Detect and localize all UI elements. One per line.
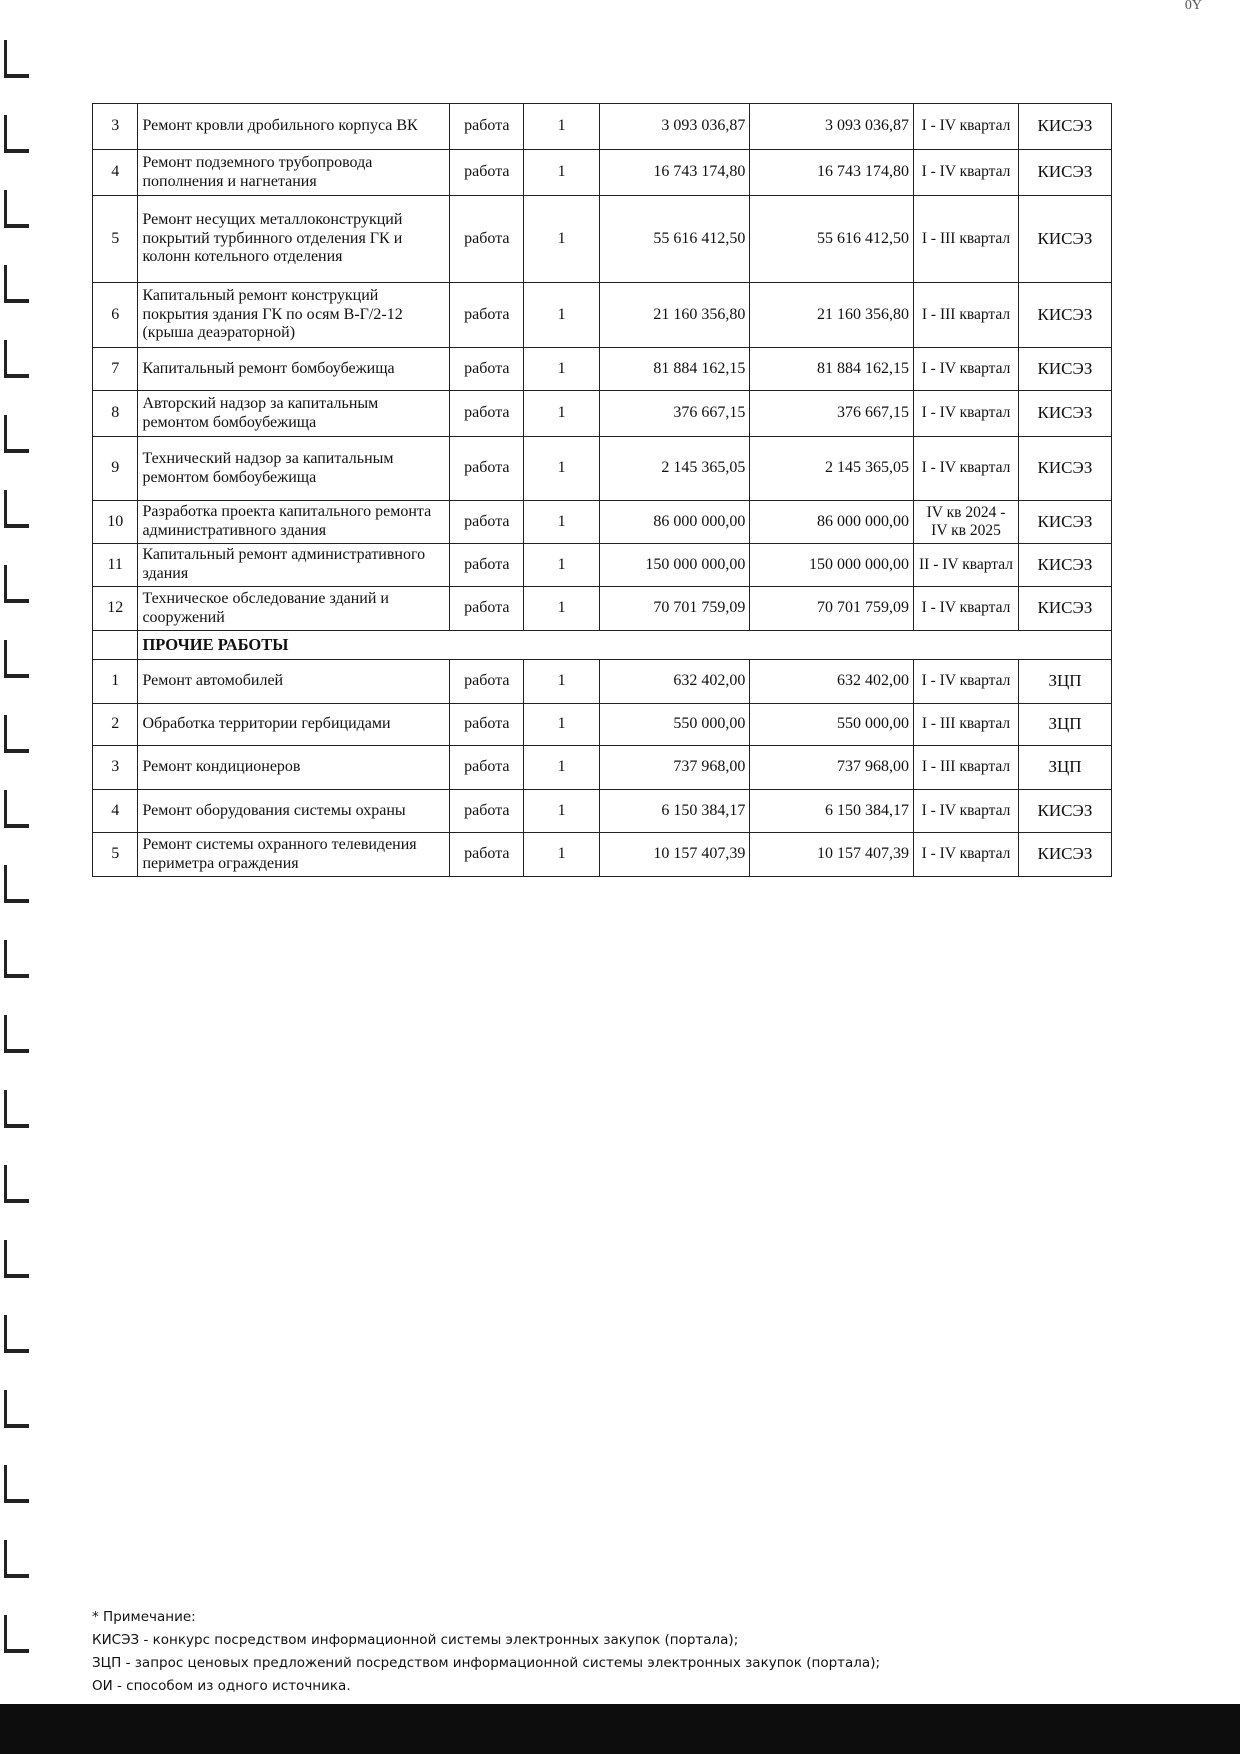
page-number: 0Y bbox=[1184, 0, 1202, 13]
work-name-cell: Ремонт кондиционеров bbox=[138, 746, 450, 790]
period-cell: I - III квартал bbox=[914, 704, 1019, 746]
unit-of-measure-cell: работа bbox=[450, 501, 524, 544]
total-amount-cell: 3 093 036,87 bbox=[750, 104, 914, 150]
procurement-method-cell: КИСЭЗ bbox=[1019, 391, 1112, 437]
binding-mark bbox=[4, 415, 29, 453]
row-number-cell: 3 bbox=[93, 104, 138, 150]
unit-of-measure-cell: работа bbox=[450, 704, 524, 746]
total-amount-cell: 55 616 412,50 bbox=[750, 196, 914, 283]
procurement-method-cell: КИСЭЗ bbox=[1019, 348, 1112, 391]
work-name-cell: Ремонт оборудования системы охраны bbox=[138, 790, 450, 833]
procurement-method-cell: КИСЭЗ bbox=[1019, 501, 1112, 544]
quantity-cell: 1 bbox=[524, 746, 600, 790]
unit-price-cell: 10 157 407,39 bbox=[599, 833, 749, 877]
table-row bbox=[93, 790, 1112, 833]
work-name-cell: Ремонт кровли дробильного корпуса ВК bbox=[138, 104, 450, 150]
unit-of-measure-cell: работа bbox=[450, 746, 524, 790]
binding-mark bbox=[4, 115, 29, 153]
section-header-row bbox=[93, 631, 1112, 660]
table-row bbox=[93, 391, 1112, 437]
unit-price-cell: 550 000,00 bbox=[599, 704, 749, 746]
table-row bbox=[93, 587, 1112, 631]
row-number-cell: 6 bbox=[93, 283, 138, 348]
binding-mark bbox=[4, 1165, 29, 1203]
quantity-cell: 1 bbox=[524, 544, 600, 587]
procurement-method-cell: КИСЭЗ bbox=[1019, 587, 1112, 631]
table-row bbox=[93, 348, 1112, 391]
procurement-method-cell: КИСЭЗ bbox=[1019, 544, 1112, 587]
table-row bbox=[93, 150, 1112, 196]
unit-price-cell: 6 150 384,17 bbox=[599, 790, 749, 833]
table-row bbox=[93, 104, 1112, 150]
section-title: ПРОЧИЕ РАБОТЫ bbox=[138, 631, 1112, 660]
total-amount-cell: 2 145 365,05 bbox=[750, 437, 914, 501]
binding-mark bbox=[4, 1615, 29, 1653]
procurement-method-cell: ЗЦП bbox=[1019, 704, 1112, 746]
period-cell: I - IV квартал bbox=[914, 833, 1019, 877]
quantity-cell: 1 bbox=[524, 790, 600, 833]
table-row bbox=[93, 544, 1112, 587]
notes-heading: * Примечание: bbox=[92, 1609, 196, 1625]
table-row bbox=[93, 660, 1112, 704]
binding-mark bbox=[4, 1015, 29, 1053]
unit-of-measure-cell: работа bbox=[450, 544, 524, 587]
row-number-cell: 3 bbox=[93, 746, 138, 790]
period-cell: I - IV квартал bbox=[914, 437, 1019, 501]
binding-mark bbox=[4, 715, 29, 753]
period-cell: I - IV квартал bbox=[914, 391, 1019, 437]
unit-price-cell: 3 093 036,87 bbox=[599, 104, 749, 150]
table-row bbox=[93, 283, 1112, 348]
unit-of-measure-cell: работа bbox=[450, 196, 524, 283]
binding-mark bbox=[4, 265, 29, 303]
period-cell: IV кв 2024 - IV кв 2025 bbox=[914, 501, 1019, 544]
total-amount-cell: 632 402,00 bbox=[750, 660, 914, 704]
quantity-cell: 1 bbox=[524, 196, 600, 283]
binding-mark bbox=[4, 865, 29, 903]
procurement-method-cell: КИСЭЗ bbox=[1019, 283, 1112, 348]
binding-mark bbox=[4, 490, 29, 528]
total-amount-cell: 10 157 407,39 bbox=[750, 833, 914, 877]
unit-price-cell: 55 616 412,50 bbox=[599, 196, 749, 283]
total-amount-cell: 16 743 174,80 bbox=[750, 150, 914, 196]
unit-price-cell: 150 000 000,00 bbox=[599, 544, 749, 587]
row-number-cell: 10 bbox=[93, 501, 138, 544]
period-cell: I - III квартал bbox=[914, 196, 1019, 283]
row-number-cell: 4 bbox=[93, 790, 138, 833]
work-name-cell: Ремонт подземного трубопровода пополнения и нагнетания bbox=[138, 150, 450, 196]
quantity-cell: 1 bbox=[524, 104, 600, 150]
section-num-cell bbox=[93, 631, 138, 660]
quantity-cell: 1 bbox=[524, 150, 600, 196]
total-amount-cell: 81 884 162,15 bbox=[750, 348, 914, 391]
table-row bbox=[93, 746, 1112, 790]
row-number-cell: 5 bbox=[93, 833, 138, 877]
binding-mark bbox=[4, 940, 29, 978]
binding-mark bbox=[4, 1465, 29, 1503]
binding-mark bbox=[4, 40, 29, 78]
note-line: КИСЭЗ - конкурс посредством информационной системы электронных закупок (портала); bbox=[92, 1632, 739, 1648]
unit-price-cell: 81 884 162,15 bbox=[599, 348, 749, 391]
unit-price-cell: 737 968,00 bbox=[599, 746, 749, 790]
total-amount-cell: 737 968,00 bbox=[750, 746, 914, 790]
unit-of-measure-cell: работа bbox=[450, 587, 524, 631]
period-cell: I - III квартал bbox=[914, 746, 1019, 790]
footnotes bbox=[92, 1606, 1132, 1698]
procurement-method-cell: КИСЭЗ bbox=[1019, 196, 1112, 283]
work-name-cell: Капитальный ремонт конструкций покрытия здания ГК по осям В-Г/2-12 (крыша деаэраторной) bbox=[138, 283, 450, 348]
quantity-cell: 1 bbox=[524, 437, 600, 501]
period-cell: I - III квартал bbox=[914, 283, 1019, 348]
work-name-cell: Обработка территории гербицидами bbox=[138, 704, 450, 746]
quantity-cell: 1 bbox=[524, 391, 600, 437]
period-cell: I - IV квартал bbox=[914, 104, 1019, 150]
unit-of-measure-cell: работа bbox=[450, 150, 524, 196]
work-name-cell: Ремонт системы охранного телевидения периметра ограждения bbox=[138, 833, 450, 877]
table-row bbox=[93, 833, 1112, 877]
total-amount-cell: 70 701 759,09 bbox=[750, 587, 914, 631]
procurement-method-cell: КИСЭЗ bbox=[1019, 833, 1112, 877]
work-name-cell: Технический надзор за капитальным ремонтом бомбоубежища bbox=[138, 437, 450, 501]
unit-of-measure-cell: работа bbox=[450, 660, 524, 704]
binding-edge bbox=[0, 0, 34, 1700]
procurement-method-cell: КИСЭЗ bbox=[1019, 437, 1112, 501]
unit-of-measure-cell: работа bbox=[450, 104, 524, 150]
row-number-cell: 11 bbox=[93, 544, 138, 587]
binding-mark bbox=[4, 565, 29, 603]
binding-mark bbox=[4, 1315, 29, 1353]
unit-of-measure-cell: работа bbox=[450, 391, 524, 437]
scan-bottom-edge bbox=[0, 1704, 1240, 1754]
binding-mark bbox=[4, 340, 29, 378]
total-amount-cell: 376 667,15 bbox=[750, 391, 914, 437]
work-name-cell: Авторский надзор за капитальным ремонтом бомбоубежища bbox=[138, 391, 450, 437]
binding-mark bbox=[4, 790, 29, 828]
quantity-cell: 1 bbox=[524, 660, 600, 704]
table-row bbox=[93, 196, 1112, 283]
period-cell: I - IV квартал bbox=[914, 150, 1019, 196]
unit-of-measure-cell: работа bbox=[450, 790, 524, 833]
work-name-cell: Ремонт автомобилей bbox=[138, 660, 450, 704]
period-cell: I - IV квартал bbox=[914, 587, 1019, 631]
procurement-method-cell: КИСЭЗ bbox=[1019, 150, 1112, 196]
work-name-cell: Капитальный ремонт административного здания bbox=[138, 544, 450, 587]
row-number-cell: 9 bbox=[93, 437, 138, 501]
total-amount-cell: 21 160 356,80 bbox=[750, 283, 914, 348]
unit-price-cell: 16 743 174,80 bbox=[599, 150, 749, 196]
table-row bbox=[93, 501, 1112, 544]
row-number-cell: 12 bbox=[93, 587, 138, 631]
quantity-cell: 1 bbox=[524, 704, 600, 746]
unit-price-cell: 86 000 000,00 bbox=[599, 501, 749, 544]
work-name-cell: Ремонт несущих металлоконструкций покрытий турбинного отделения ГК и колонн котельного отделения bbox=[138, 196, 450, 283]
binding-mark bbox=[4, 1090, 29, 1128]
total-amount-cell: 86 000 000,00 bbox=[750, 501, 914, 544]
row-number-cell: 8 bbox=[93, 391, 138, 437]
unit-price-cell: 21 160 356,80 bbox=[599, 283, 749, 348]
row-number-cell: 2 bbox=[93, 704, 138, 746]
unit-price-cell: 376 667,15 bbox=[599, 391, 749, 437]
main-rows bbox=[93, 104, 1112, 631]
quantity-cell: 1 bbox=[524, 833, 600, 877]
period-cell: I - IV квартал bbox=[914, 660, 1019, 704]
procurement-method-cell: ЗЦП bbox=[1019, 746, 1112, 790]
binding-mark bbox=[4, 190, 29, 228]
procurement-method-cell: КИСЭЗ bbox=[1019, 104, 1112, 150]
table-row bbox=[93, 704, 1112, 746]
row-number-cell: 5 bbox=[93, 196, 138, 283]
work-name-cell: Техническое обследование зданий и сооружений bbox=[138, 587, 450, 631]
quantity-cell: 1 bbox=[524, 283, 600, 348]
total-amount-cell: 6 150 384,17 bbox=[750, 790, 914, 833]
unit-of-measure-cell: работа bbox=[450, 348, 524, 391]
period-cell: I - IV квартал bbox=[914, 790, 1019, 833]
quantity-cell: 1 bbox=[524, 587, 600, 631]
unit-of-measure-cell: работа bbox=[450, 437, 524, 501]
row-number-cell: 1 bbox=[93, 660, 138, 704]
unit-price-cell: 70 701 759,09 bbox=[599, 587, 749, 631]
procurement-method-cell: КИСЭЗ bbox=[1019, 790, 1112, 833]
unit-price-cell: 632 402,00 bbox=[599, 660, 749, 704]
note-line: ОИ - способом из одного источника. bbox=[92, 1678, 351, 1694]
work-name-cell: Капитальный ремонт бомбоубежища bbox=[138, 348, 450, 391]
binding-mark bbox=[4, 640, 29, 678]
binding-mark bbox=[4, 1540, 29, 1578]
other-rows bbox=[93, 660, 1112, 877]
procurement-method-cell: ЗЦП bbox=[1019, 660, 1112, 704]
binding-mark bbox=[4, 1390, 29, 1428]
total-amount-cell: 550 000,00 bbox=[750, 704, 914, 746]
unit-of-measure-cell: работа bbox=[450, 283, 524, 348]
period-cell: II - IV квартал bbox=[914, 544, 1019, 587]
procurement-table bbox=[92, 103, 1112, 877]
total-amount-cell: 150 000 000,00 bbox=[750, 544, 914, 587]
unit-of-measure-cell: работа bbox=[450, 833, 524, 877]
period-cell: I - IV квартал bbox=[914, 348, 1019, 391]
quantity-cell: 1 bbox=[524, 501, 600, 544]
work-name-cell: Разработка проекта капитального ремонта административного здания bbox=[138, 501, 450, 544]
row-number-cell: 7 bbox=[93, 348, 138, 391]
table-row bbox=[93, 437, 1112, 501]
section-other-works bbox=[93, 631, 1112, 660]
quantity-cell: 1 bbox=[524, 348, 600, 391]
binding-mark bbox=[4, 1240, 29, 1278]
unit-price-cell: 2 145 365,05 bbox=[599, 437, 749, 501]
row-number-cell: 4 bbox=[93, 150, 138, 196]
note-line: ЗЦП - запрос ценовых предложений посредством информационной системы электронных закупок (портала); bbox=[92, 1655, 881, 1671]
